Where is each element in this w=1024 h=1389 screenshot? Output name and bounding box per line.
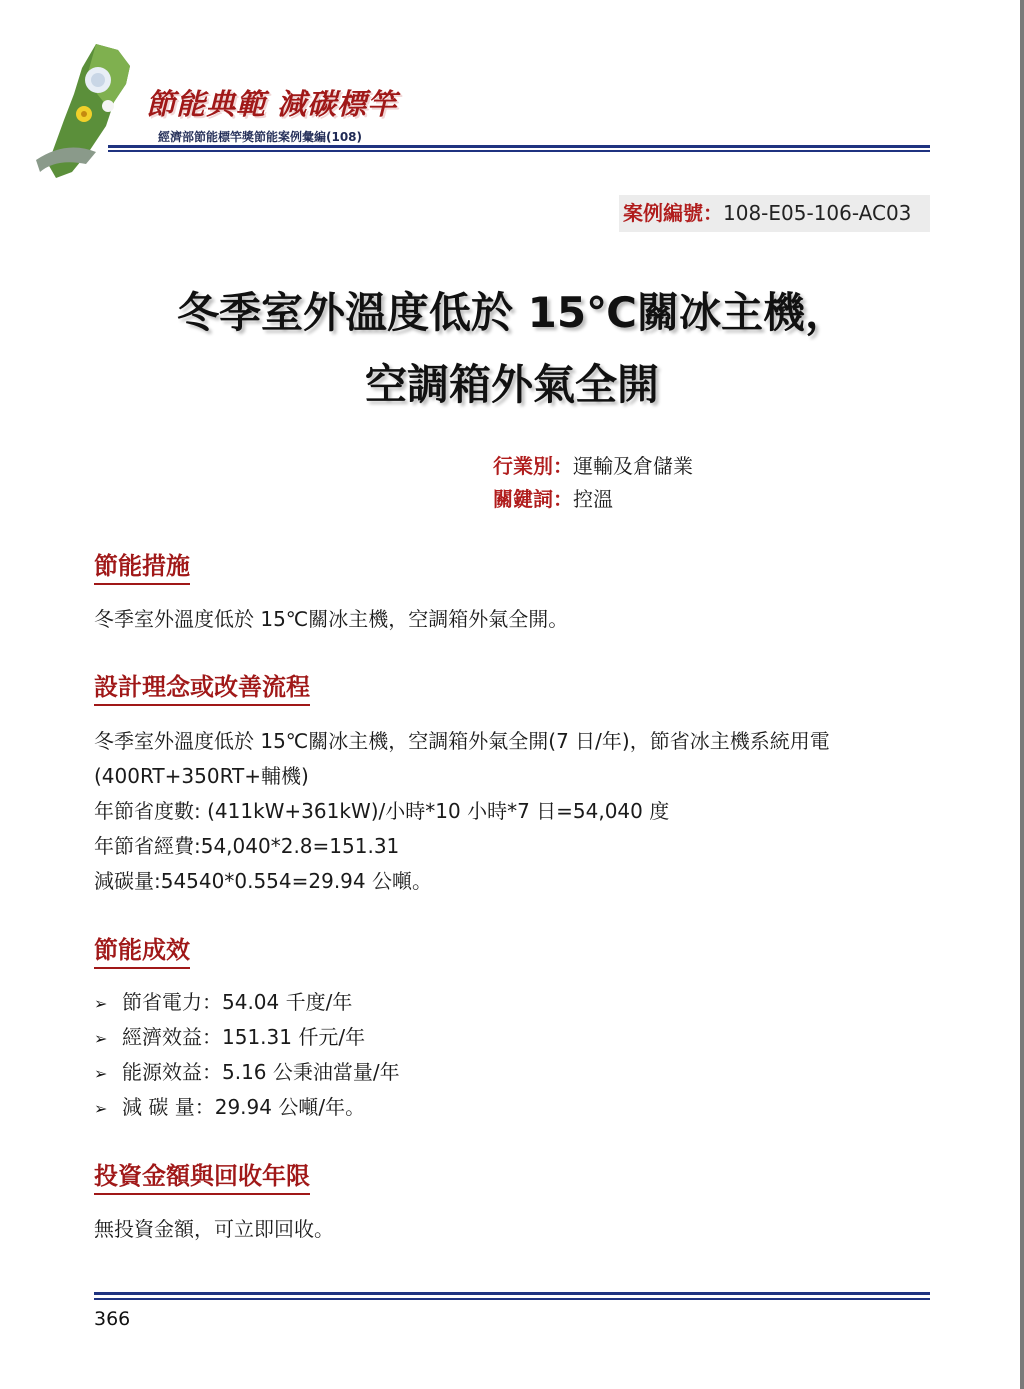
list-item <box>94 1021 365 1050</box>
brand-title: 節能典範 減碳標竿 <box>146 87 398 121</box>
keyword-value: 控溫 <box>573 487 613 511</box>
design-line: (400RT+350RT+輔機) <box>94 764 309 788</box>
case-number-label: 案例編號： <box>623 201 723 225</box>
measures-text: 冬季室外溫度低於 15℃關冰主機，空調箱外氣全開。 <box>94 607 569 631</box>
list-item <box>94 986 352 1015</box>
result-text: 能源效益：5.16 公秉油當量/年 <box>122 1060 400 1084</box>
header-rule <box>108 145 930 148</box>
page-title-line1: 冬季室外溫度低於 15℃關冰主機， <box>177 288 847 337</box>
page-edge-shadow <box>1020 0 1024 1389</box>
result-text: 減 碳 量：29.94 公噸/年。 <box>122 1095 366 1119</box>
section-heading-measures: 節能措施 <box>94 546 190 585</box>
case-number-value: 108-E05-106-AC03 <box>723 201 912 225</box>
arrow-bullet-icon: ➢ <box>94 1099 108 1118</box>
industry-value: 運輸及倉儲業 <box>573 454 693 478</box>
keyword-row <box>493 483 613 512</box>
design-line: 年節省經費:54,040*2.8=151.31 <box>94 834 400 858</box>
section-heading-design: 設計理念或改善流程 <box>94 667 310 706</box>
arrow-bullet-icon: ➢ <box>94 1029 108 1048</box>
result-text: 節省電力：54.04 千度/年 <box>122 990 353 1014</box>
section-heading-investment: 投資金額與回收年限 <box>94 1156 310 1195</box>
taiwan-logo-icon <box>26 40 156 180</box>
arrow-bullet-icon: ➢ <box>94 1064 108 1083</box>
industry-label: 行業別： <box>493 454 573 478</box>
brand-subtitle: 經濟部節能標竿獎節能案例彙編(108) <box>158 130 363 144</box>
list-item <box>94 1091 365 1120</box>
page-number: 366 <box>94 1308 131 1330</box>
investment-text: 無投資金額，可立即回收。 <box>94 1217 334 1241</box>
design-line: 減碳量:54540*0.554=29.94 公噸。 <box>94 869 432 893</box>
design-line: 冬季室外溫度低於 15℃關冰主機，空調箱外氣全開(7 日/年)，節省冰主機系統用電 <box>94 729 830 753</box>
case-number-box <box>619 195 930 232</box>
section-heading-results: 節能成效 <box>94 930 190 969</box>
keyword-label: 關鍵詞： <box>493 487 573 511</box>
header-rule-thin <box>108 150 930 152</box>
design-line: 年節省度數: (411kW+361kW)/小時*10 小時*7 日=54,040 度 <box>94 799 670 823</box>
footer-rule <box>94 1292 930 1295</box>
industry-row <box>493 450 693 479</box>
page-title-line2: 空調箱外氣全開 <box>364 360 659 409</box>
footer-rule-thin <box>94 1298 930 1300</box>
result-text: 經濟效益：151.31 仟元/年 <box>122 1025 366 1049</box>
arrow-bullet-icon: ➢ <box>94 994 108 1013</box>
list-item <box>94 1056 400 1085</box>
